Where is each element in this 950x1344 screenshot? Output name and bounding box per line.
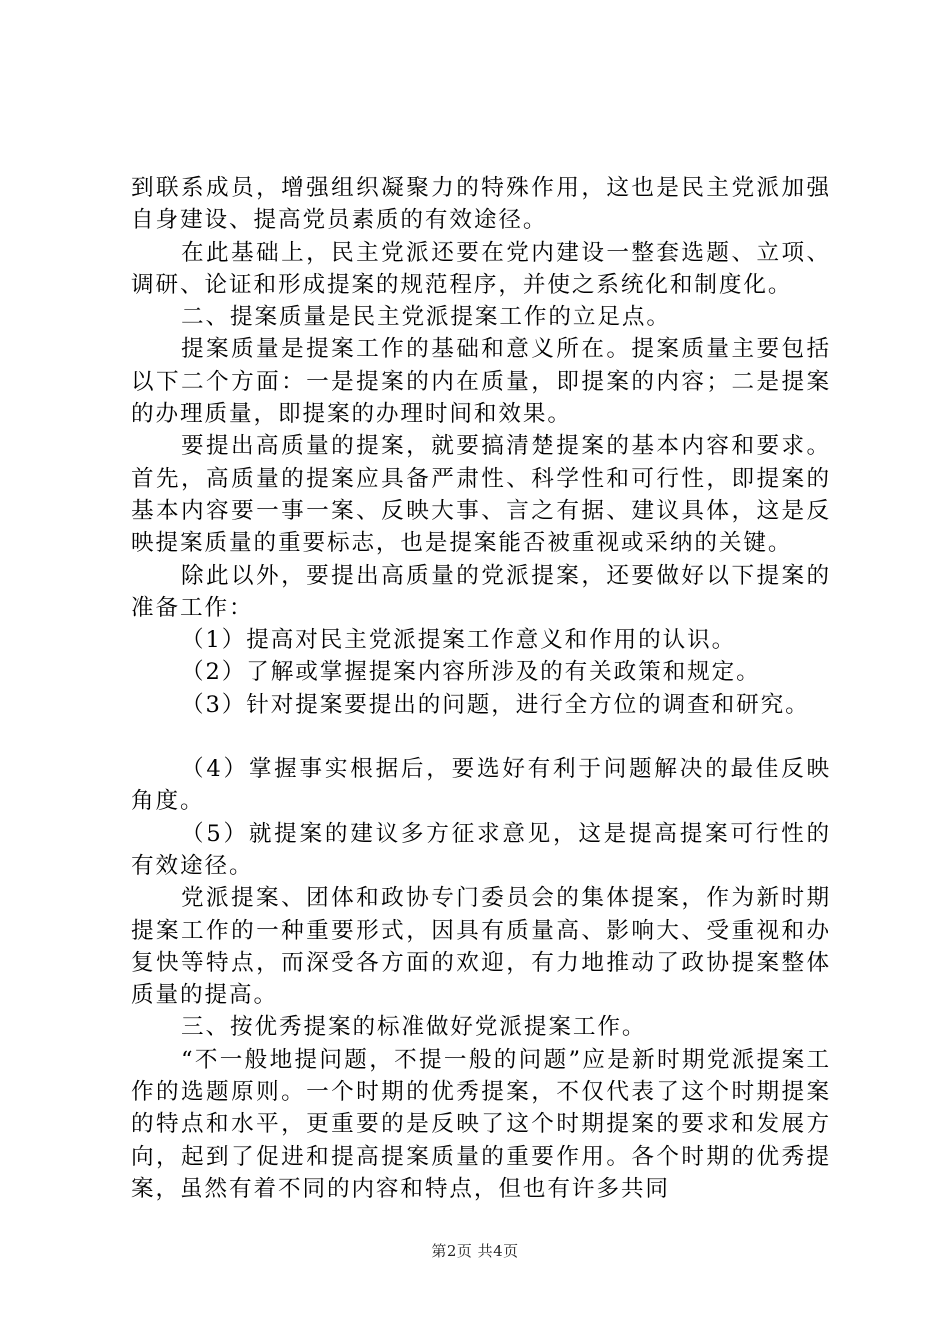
paragraph: 除此以外，要提出高质量的党派提案，还要做好以下提案的准备工作： bbox=[131, 562, 831, 621]
paragraph: 党派提案、团体和政协专门委员会的集体提案，作为新时期提案工作的一种重要形式，因具有质量高、影响大、受重视和办复快等特点，而深受各方面的欢迎，有力地推动了政协提案整体质量的提高。 bbox=[131, 885, 831, 1009]
list-item: （2）了解或掌握提案内容所涉及的有关政策和规定。 bbox=[181, 659, 761, 686]
list-item: （3）针对提案要提出的问题，进行全方位的调查和研究。 bbox=[181, 691, 810, 718]
paragraph: 要提出高质量的提案，就要搞清楚提案的基本内容和要求。首先，高质量的提案应具备严肃性、科学性和可行性，即提案的基本内容要一事一案、反映大事、言之有据、建议具体，这是反映提案质量的重要标志，也是提案能否被重视或采纳的关键。 bbox=[131, 433, 831, 557]
paragraph: 提案质量是提案工作的基础和意义所在。提案质量主要包括以下二个方面：一是提案的内在质量，即提案的内容；二是提案的办理质量，即提案的办理时间和效果。 bbox=[131, 336, 831, 428]
list-item: （4）掌握事实根据后，要选好有利于问题解决的最佳反映角度。 bbox=[131, 756, 831, 815]
list-item: （1）提高对民主党派提案工作意义和作用的认识。 bbox=[181, 627, 737, 654]
paragraph: 在此基础上，民主党派还要在党内建设一整套选题、立项、调研、论证和形成提案的规范程序，并使之系统化和制度化。 bbox=[131, 239, 831, 298]
list-item: （5）就提案的建议多方征求意见，这是提高提案可行性的有效途径。 bbox=[131, 820, 831, 879]
section-heading: 二、提案质量是民主党派提案工作的立足点。 bbox=[181, 304, 671, 331]
paragraph-continuation: 到联系成员，增强组织凝聚力的特殊作用，这也是民主党派加强自身建设、提高党员素质的有效途径。 bbox=[131, 175, 831, 234]
document-body bbox=[131, 172, 831, 1205]
section-heading: 三、按优秀提案的标准做好党派提案工作。 bbox=[181, 1014, 647, 1041]
page-number-footer: 第2页 共4页 bbox=[431, 1242, 519, 1260]
paragraph: “不一般地提问题，不提一般的问题”应是新时期党派提案工作的选题原则。一个时期的优秀提案，不仅代表了这个时期提案的特点和水平，更重要的是反映了这个时期提案的要求和发展方向，起到了促进和提高提案质量的重要作用。各个时期的优秀提案，虽然有着不同的内容和特点，但也有许多共同 bbox=[131, 1046, 831, 1202]
